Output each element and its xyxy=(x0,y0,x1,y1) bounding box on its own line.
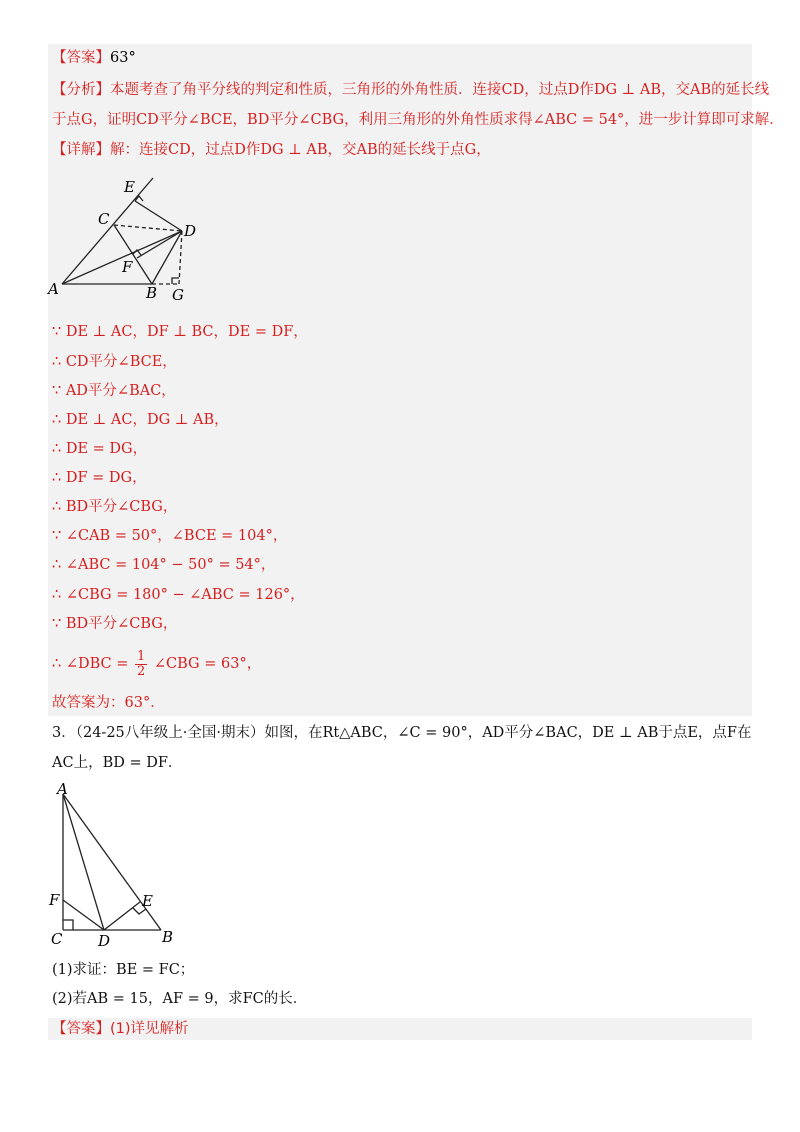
figure-2-geometry xyxy=(45,782,185,947)
analysis-text-1: 本题考查了角平分线的判定和性质，三角形的外角性质．连接CD，过点D作DG ⊥ AB，交AB的延长线 xyxy=(110,82,770,98)
problem-3-line-1: 3．（24-25八年级上·全国·期末）如图，在Rt△ABC，∠C = 90°，AD平分∠BAC，DE ⊥ AB于点E，点F在 xyxy=(52,725,752,741)
detail-text: 解：连接CD，过点D作DG ⊥ AB，交AB的延长线于点G， xyxy=(110,142,491,158)
analysis-tag: 【分析】 xyxy=(52,82,110,98)
answer-2-tag: 【答案】 xyxy=(52,1021,110,1037)
figure-1-geometry xyxy=(40,170,210,305)
detail-tag: 【详解】 xyxy=(52,142,110,158)
answer-value: 63° xyxy=(110,50,136,66)
line-CD-dashed xyxy=(114,225,182,231)
fig2-label-F: F xyxy=(49,891,60,909)
label-D: D xyxy=(184,222,197,240)
step-2: ∴ CD平分∠BCE， xyxy=(52,354,177,370)
answer-2-text: (1)详见解析 xyxy=(110,1021,189,1037)
answer-line xyxy=(52,48,136,68)
line-FD xyxy=(137,231,182,258)
line-FD xyxy=(63,900,104,930)
answer-tag: 【答案】 xyxy=(52,50,110,66)
fig2-label-C: C xyxy=(51,930,63,947)
question-1: (1)求证：BE = FC； xyxy=(52,962,195,978)
line-DG-dashed xyxy=(179,231,182,284)
detail-line xyxy=(52,140,491,160)
line-ED xyxy=(135,201,182,231)
answer-2-line xyxy=(52,1019,189,1039)
right-angle-F xyxy=(133,250,141,255)
step-3: ∵ AD平分∠BAC， xyxy=(52,383,176,399)
fig2-label-E: E xyxy=(142,892,153,910)
step-8: ∵ ∠CAB = 50°，∠BCE = 104°， xyxy=(52,528,288,544)
step-11: ∵ BD平分∠CBG， xyxy=(52,616,178,632)
step-1: ∵ DE ⊥ AC，DF ⊥ BC，DE = DF， xyxy=(52,324,308,340)
fraction-numerator: 1 xyxy=(137,648,146,664)
line-BD xyxy=(152,231,182,284)
label-B: B xyxy=(146,284,158,302)
line-AD xyxy=(63,794,104,930)
step-10: ∴ ∠CBG = 180° − ∠ABC = 126°， xyxy=(52,587,305,603)
problem-3-line-2: AC上，BD = DF． xyxy=(52,755,183,771)
label-F: F xyxy=(122,258,133,276)
right-angle-C xyxy=(63,920,73,930)
fig2-label-A: A xyxy=(57,782,68,798)
fig2-label-B: B xyxy=(162,928,174,946)
conclusion: 故答案为：63°． xyxy=(52,695,165,711)
analysis-line-2: 于点G，证明CD平分∠BCE，BD平分∠CBG，利用三角形的外角性质求得∠ABC = 54°，进一步计算即可求解． xyxy=(52,112,784,128)
step-12-suffix: ∠CBG = 63°， xyxy=(153,656,262,672)
step-4: ∴ DE ⊥ AC，DG ⊥ AB， xyxy=(52,412,229,428)
line-CB xyxy=(114,225,152,284)
right-angle-G xyxy=(172,278,179,284)
line-DE xyxy=(104,902,140,930)
step-12 xyxy=(52,648,261,680)
label-G: G xyxy=(172,286,184,304)
fig2-label-D: D xyxy=(98,932,111,947)
label-A: A xyxy=(48,280,59,298)
fraction-denominator: 2 xyxy=(137,663,146,679)
step-9: ∴ ∠ABC = 104° − 50° = 54°， xyxy=(52,557,276,573)
step-12-prefix: ∴ ∠DBC = xyxy=(52,656,129,672)
question-2: (2)若AB = 15，AF = 9，求FC的长． xyxy=(52,991,308,1007)
fraction-half xyxy=(135,650,147,679)
label-E: E xyxy=(124,178,135,196)
label-C: C xyxy=(98,210,110,228)
step-6: ∴ DF = DG， xyxy=(52,470,147,486)
step-5: ∴ DE = DG， xyxy=(52,441,148,457)
step-7: ∴ BD平分∠CBG， xyxy=(52,499,178,515)
line-AE xyxy=(62,178,153,284)
analysis-line-1 xyxy=(52,80,769,100)
